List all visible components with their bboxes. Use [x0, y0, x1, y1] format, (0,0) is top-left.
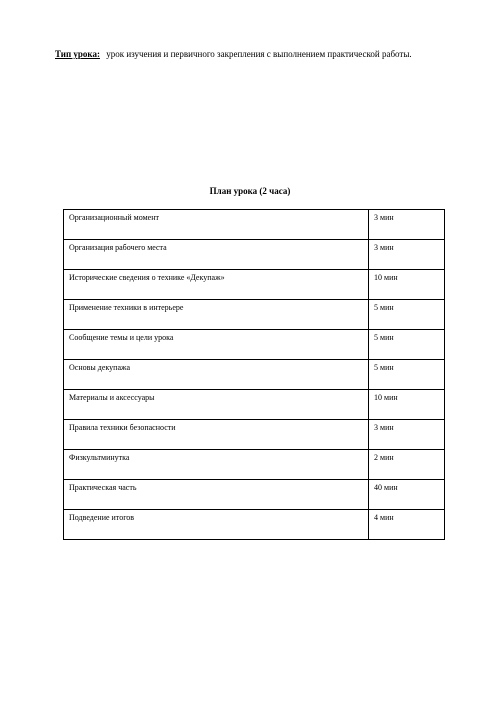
table-row — [64, 390, 445, 420]
table-row — [64, 510, 445, 540]
duration-cell: 3 мин — [369, 210, 445, 240]
table-row — [64, 210, 445, 240]
activity-cell: Правила техники безопасности — [64, 420, 369, 450]
duration-cell: 10 мин — [369, 390, 445, 420]
lesson-plan-body — [64, 210, 445, 540]
activity-cell: Сообщение темы и цели урока — [64, 330, 369, 360]
duration-cell: 40 мин — [369, 480, 445, 510]
duration-cell: 3 мин — [369, 420, 445, 450]
duration-cell: 5 мин — [369, 360, 445, 390]
duration-cell: 2 мин — [369, 450, 445, 480]
lesson-type-line — [55, 49, 412, 60]
duration-cell: 10 мин — [369, 270, 445, 300]
table-row — [64, 240, 445, 270]
duration-cell: 3 мин — [369, 240, 445, 270]
duration-cell: 5 мин — [369, 300, 445, 330]
activity-cell: Физкультминутка — [64, 450, 369, 480]
activity-cell: Практическая часть — [64, 480, 369, 510]
activity-cell: Основы декупажа — [64, 360, 369, 390]
table-row — [64, 480, 445, 510]
lesson-type-label: Тип урока: — [55, 49, 100, 59]
lesson-type-text: урок изучения и первичного закрепления с выполнением практической работы. — [106, 49, 412, 59]
activity-cell: Организация рабочего места — [64, 240, 369, 270]
table-row — [64, 420, 445, 450]
activity-cell: Исторические сведения о технике «Декупаж» — [64, 270, 369, 300]
duration-cell: 4 мин — [369, 510, 445, 540]
plan-title: План урока (2 часа) — [209, 186, 291, 196]
table-row — [64, 270, 445, 300]
activity-cell: Подведение итогов — [64, 510, 369, 540]
activity-cell: Материалы и аксессуары — [64, 390, 369, 420]
table-row — [64, 450, 445, 480]
activity-cell: Организационный момент — [64, 210, 369, 240]
table-row — [64, 300, 445, 330]
table-row — [64, 330, 445, 360]
duration-cell: 5 мин — [369, 330, 445, 360]
activity-cell: Применение техники в интерьере — [64, 300, 369, 330]
lesson-plan-table — [63, 209, 445, 540]
table-row — [64, 360, 445, 390]
